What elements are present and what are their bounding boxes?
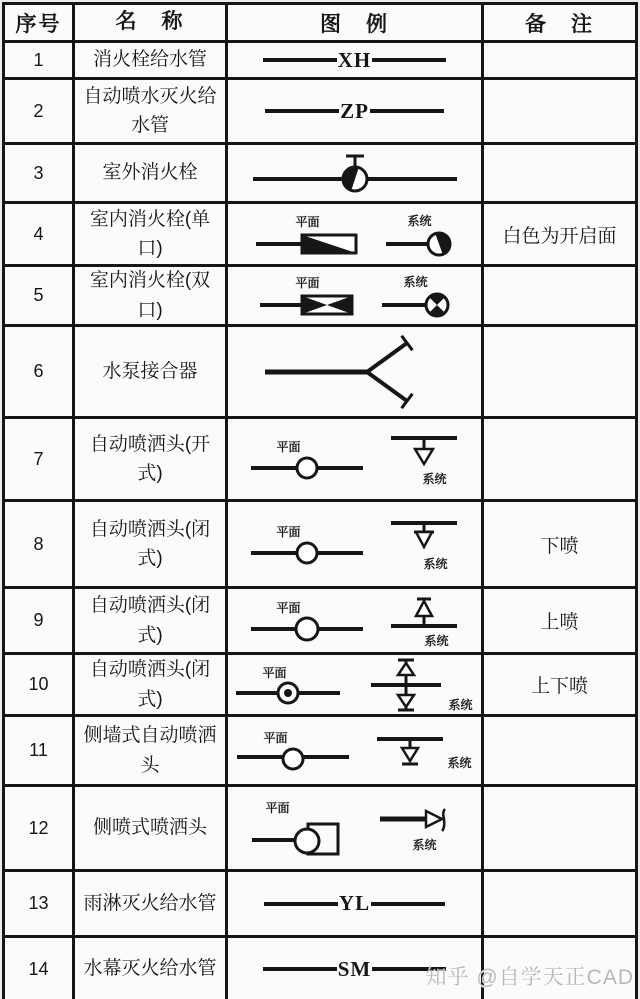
sidewall-sprinkler-plan-symbol (237, 729, 349, 772)
table-row (5, 589, 635, 655)
closed-sprinkler-updown-system-symbol (366, 657, 472, 713)
plan-label: 平面 (276, 601, 301, 615)
sidewall-sprinkler-cell (228, 717, 484, 784)
row-name: 自动喷洒头(闭式) (75, 589, 228, 652)
closed-sprinkler-up-system-symbol (389, 592, 459, 649)
row-remark (484, 267, 635, 324)
plan-label: 平面 (265, 800, 290, 815)
indoor-hydrant-single-system-symbol (386, 212, 454, 257)
header-legend: 图 例 (228, 5, 484, 40)
side-spray-sprinkler-cell (228, 787, 484, 869)
row-num: 13 (5, 872, 75, 935)
row-remark (484, 145, 635, 201)
row-remark (484, 717, 635, 784)
zp-pipe-symbol (228, 80, 484, 142)
table-row (5, 419, 635, 502)
plan-label: 平面 (276, 524, 301, 539)
plan-label: 平面 (295, 214, 320, 229)
row-num: 2 (5, 80, 75, 142)
row-num: 12 (5, 787, 75, 869)
row-remark (484, 787, 635, 869)
pump-coupler-symbol (228, 327, 484, 416)
row-remark (484, 419, 635, 499)
row-num: 9 (5, 589, 75, 652)
system-label: 系统 (407, 213, 432, 228)
row-remark: 上喷 (540, 612, 579, 633)
system-label: 系统 (403, 275, 428, 289)
row-name: 水泵接合器 (75, 327, 228, 416)
row-remark: 上下喷 (530, 676, 588, 697)
row-remark (484, 43, 635, 77)
side-spray-system-symbol (378, 804, 458, 853)
row-name: 自动喷洒头(开式) (75, 419, 228, 499)
system-label: 系统 (423, 556, 448, 571)
indoor-hydrant-double-plan-symbol (260, 274, 356, 317)
row-num: 6 (5, 327, 75, 416)
header-remark: 备 注 (525, 12, 594, 36)
system-label: 系统 (412, 837, 437, 852)
row-name: 室内消火栓(单口) (75, 204, 228, 264)
row-name: 自动喷水灭火给水管 (75, 80, 228, 142)
table-row (5, 204, 635, 267)
row-remark: 白色为开启面 (502, 225, 617, 247)
row-name: 室外消火栓 (75, 145, 228, 201)
watermark: 知乎 @自学天正CAD (425, 966, 634, 989)
row-name: 雨淋灭火给水管 (75, 872, 228, 935)
open-sprinkler-plan-symbol (251, 438, 363, 481)
row-remark (484, 327, 635, 416)
plan-label: 平面 (262, 666, 287, 680)
row-name: 自动喷洒头(闭式) (75, 655, 228, 714)
system-label: 系统 (424, 634, 449, 648)
table-row (5, 267, 635, 327)
open-sprinkler-cell (228, 419, 484, 499)
row-num: 10 (5, 655, 75, 714)
symbol-table (2, 2, 638, 999)
row-remark (484, 80, 635, 142)
pipe-code: YL (338, 891, 371, 915)
indoor-hydrant-double-system-symbol (382, 273, 450, 318)
table-row (5, 145, 635, 204)
header-num: 序号 (5, 5, 75, 40)
row-num: 7 (5, 419, 75, 499)
indoor-hydrant-single-cell (228, 204, 484, 264)
row-num: 5 (5, 267, 75, 324)
plan-label: 平面 (263, 731, 288, 745)
yl-pipe-symbol (228, 872, 484, 935)
closed-sprinkler-updown-plan-symbol (236, 664, 340, 705)
table-row (5, 502, 635, 589)
table-row (5, 787, 635, 872)
header-name: 名 称 (75, 5, 228, 40)
row-num: 14 (5, 938, 75, 999)
row-num: 1 (5, 43, 75, 77)
row-name: 消火栓给水管 (75, 43, 228, 77)
pipe-code: SM (337, 956, 372, 981)
sidewall-sprinkler-system-symbol (375, 731, 471, 771)
plan-label: 平面 (276, 439, 301, 454)
closed-sprinkler-down-plan-symbol (251, 523, 363, 566)
row-num: 4 (5, 204, 75, 264)
row-remark: 下喷 (540, 535, 579, 557)
row-name: 自动喷洒头(闭式) (75, 502, 228, 586)
table-header-row (5, 5, 635, 43)
table-row (5, 43, 635, 80)
row-remark (484, 872, 635, 935)
closed-sprinkler-down-system-symbol (389, 517, 459, 572)
indoor-hydrant-single-plan-symbol (256, 213, 360, 256)
row-name: 室内消火栓(双口) (75, 267, 228, 324)
pipe-code: ZP (340, 98, 369, 123)
table-row (5, 717, 635, 787)
row-num: 8 (5, 502, 75, 586)
row-name: 水幕灭火给水管 (75, 938, 228, 999)
system-label: 系统 (448, 697, 473, 712)
table-row (5, 872, 635, 938)
side-spray-plan-symbol (252, 799, 352, 858)
indoor-hydrant-double-cell (228, 267, 484, 324)
row-name: 侧墙式自动喷洒头 (75, 717, 228, 784)
table-row (5, 655, 635, 717)
outdoor-hydrant-symbol (228, 145, 484, 201)
open-sprinkler-system-symbol (389, 432, 459, 487)
plan-label: 平面 (295, 276, 320, 290)
closed-sprinkler-down-cell (228, 502, 484, 586)
row-name: 侧喷式喷洒头 (75, 787, 228, 869)
row-num: 11 (5, 717, 75, 784)
table-row (5, 327, 635, 419)
table-row (5, 80, 635, 145)
closed-sprinkler-updown-cell (228, 655, 484, 714)
closed-sprinkler-up-cell (228, 589, 484, 652)
system-label: 系统 (447, 755, 472, 770)
closed-sprinkler-up-plan-symbol (251, 599, 363, 642)
xh-pipe-symbol (228, 43, 484, 77)
row-num: 3 (5, 145, 75, 201)
system-label: 系统 (422, 471, 447, 486)
pipe-code: XH (337, 47, 372, 72)
